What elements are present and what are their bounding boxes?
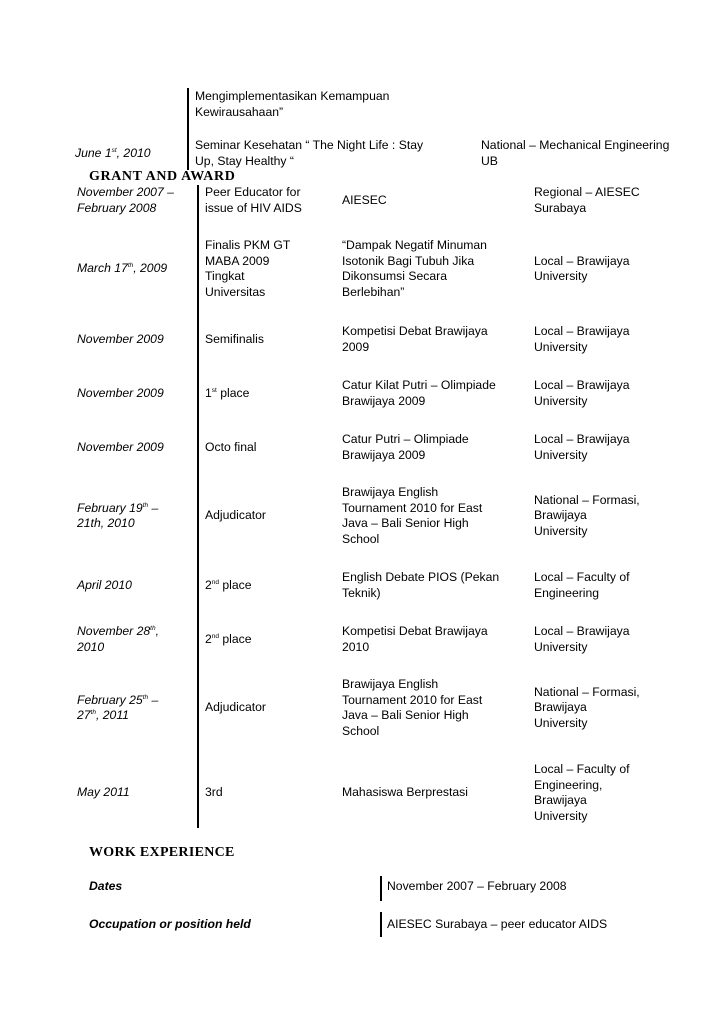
award-level-line: University [534,393,588,408]
award-achievement [205,632,252,648]
award-event-line: 2009 [342,339,370,354]
award-date [77,785,130,801]
award-level-line: Local – Faculty of [534,570,630,584]
top-activity-1 [195,89,389,120]
award-event-line: Brawijaya 2009 [342,393,426,408]
award-achievement [205,185,302,216]
award-achievement-line: Octo final [205,439,257,454]
work-experience-heading: WORK EXPERIENCE [89,845,235,860]
award-level-line: Engineering, [534,777,603,792]
award-achievement-line: MABA 2009 [205,253,270,268]
award-date-line: May 2011 [77,785,130,800]
award-event-line: Catur Kilat Putri – Olimpiade [342,378,496,392]
award-event-line: Brawijaya English [342,485,439,499]
award-date-line: April 2010 [77,577,132,592]
award-date-line: March 17th, 2009 [77,261,168,276]
award-event [342,193,387,209]
award-event [342,378,496,409]
award-level-line: Engineering [534,585,600,600]
award-date [77,693,158,724]
award-level-line: Brawijaya [534,793,587,807]
top-activity-2 [195,138,423,169]
award-date [77,578,132,594]
award-date-line: November 2009 [77,331,164,346]
award-date [77,624,159,655]
award-level-line: Surabaya [534,200,587,215]
award-achievement [205,578,252,594]
award-event-line: English Debate PIOS (Pekan [342,570,500,584]
award-achievement-line: Adjudicator [205,508,266,523]
award-event-line: School [342,723,380,738]
award-achievement [205,238,290,300]
award-achievement [205,785,223,801]
award-event-line: School [342,531,380,546]
award-event-line: AIESEC [342,192,387,207]
work-divider-line-2 [380,912,382,937]
award-event [342,785,468,801]
top-date-2: June 1st, 2010 [75,146,151,160]
award-level [534,185,640,216]
award-event-line: Teknik) [342,585,381,600]
award-level-line: National – Formasi, [534,684,640,699]
award-date-line: November 2007 – [77,185,174,199]
award-level-line: University [534,339,588,354]
award-event [342,570,499,601]
award-achievement-line: Adjudicator [205,700,266,715]
award-date-line: November 2009 [77,385,164,400]
award-level [534,685,640,732]
award-date-line: February 25th – [77,692,159,707]
top-activity-2-line: Seminar Kesehatan “ The Night Life : Stay [195,138,424,152]
award-achievement [205,508,266,524]
award-achievement-line: Finalis PKM GT [205,238,291,252]
award-level-line: Local – Brawijaya [534,378,630,392]
award-achievement-line: issue of HIV AIDS [205,200,302,215]
award-event-line: Isotonik Bagi Tubuh Jika [342,253,475,268]
award-achievement-line: Universitas [205,284,266,299]
work-divider-line-1 [380,876,382,901]
award-level-line: Regional – AIESEC [534,185,640,199]
award-event-line: Tournament 2010 for East [342,500,483,515]
award-event-line: “Dampak Negatif Minuman [342,238,487,252]
award-event-line: 2010 [342,639,370,654]
award-achievement-line: 2nd place [205,631,252,646]
award-date-line: 21th, 2010 [77,516,135,530]
award-achievement-line: Tingkat [205,269,245,283]
award-level-line: University [534,447,588,462]
award-level [534,493,640,540]
award-level-line: University [534,523,588,538]
award-date [77,185,174,216]
award-event [342,677,482,739]
award-event-line: Dikonsumsi Secara [342,269,447,283]
award-level-line: Local – Brawijaya [534,432,630,446]
top-divider-line [187,88,189,170]
award-achievement-line: 1st place [205,385,250,400]
award-level [534,324,630,355]
award-event-line: Brawijaya 2009 [342,447,426,462]
award-date [77,501,158,532]
award-level [534,570,630,601]
work-value-occupation: AIESEC Surabaya – peer educator AIDS [387,917,608,931]
award-event-line: Berlebihan” [342,284,405,299]
award-level-line: Local – Faculty of [534,762,630,776]
top-activity-2-line: Up, Stay Healthy “ [195,153,294,168]
award-event-line: Brawijaya English [342,677,439,691]
award-level-line: Brawijaya [534,700,587,715]
work-label-dates: Dates [89,879,123,893]
award-level-line: National – Formasi, [534,492,640,507]
grant-divider-line [197,185,199,828]
award-date-line: February 2008 [77,200,157,215]
award-level-line: Local – Brawijaya [534,324,630,338]
award-level [534,432,630,463]
award-level-line: University [534,639,588,654]
award-date [77,386,164,402]
award-level [534,762,630,824]
award-level-line: University [534,715,588,730]
top-level-2 [481,138,669,169]
award-event [342,238,487,300]
award-achievement [205,440,256,456]
award-date-line: 27th, 2011 [77,708,129,722]
award-date-line: 2010 [77,639,105,654]
award-event [342,432,469,463]
award-achievement [205,700,266,716]
work-value-dates: November 2007 – February 2008 [387,879,567,893]
award-date-line: November 2009 [77,439,164,454]
top-level-2-line: UB [481,153,498,168]
award-event-line: Catur Putri – Olimpiade [342,432,469,446]
award-achievement-line: Peer Educator for [205,185,301,199]
award-date [77,332,164,348]
award-event-line: Kompetisi Debat Brawijaya [342,624,488,638]
award-level [534,254,630,285]
award-event-line: Mahasiswa Berprestasi [342,785,468,800]
award-achievement-line: 3rd [205,785,223,800]
award-date-line: February 19th – [77,500,159,515]
award-level [534,378,630,409]
award-date [77,440,164,456]
award-event-line: Kompetisi Debat Brawijaya [342,324,488,338]
award-event-line: Tournament 2010 for East [342,692,483,707]
award-level-line: Local – Brawijaya [534,624,630,638]
award-achievement-line: 2nd place [205,577,252,592]
award-level-line: University [534,808,588,823]
award-event [342,485,482,547]
award-event [342,324,488,355]
award-achievement [205,386,249,402]
award-date [77,261,167,277]
top-activity-1-line: Mengimplementasikan Kemampuan [195,89,390,103]
award-event-line: Java – Bali Senior High [342,516,469,530]
top-activity-1-line: Kewirausahaan” [195,104,284,119]
award-level-line: University [534,269,588,283]
award-level-line: Local – Brawijaya [534,253,630,268]
award-event-line: Java – Bali Senior High [342,708,469,722]
award-achievement [205,332,264,348]
award-level-line: Brawijaya [534,508,587,523]
award-level [534,624,630,655]
work-label-occupation: Occupation or position held [89,917,251,931]
award-achievement-line: Semifinalis [205,331,264,346]
top-level-2-line: National – Mechanical Engineering [481,138,670,152]
award-date-line: November 28th, [77,624,159,638]
award-event [342,624,488,655]
grant-award-heading: GRANT AND AWARD [89,169,236,184]
